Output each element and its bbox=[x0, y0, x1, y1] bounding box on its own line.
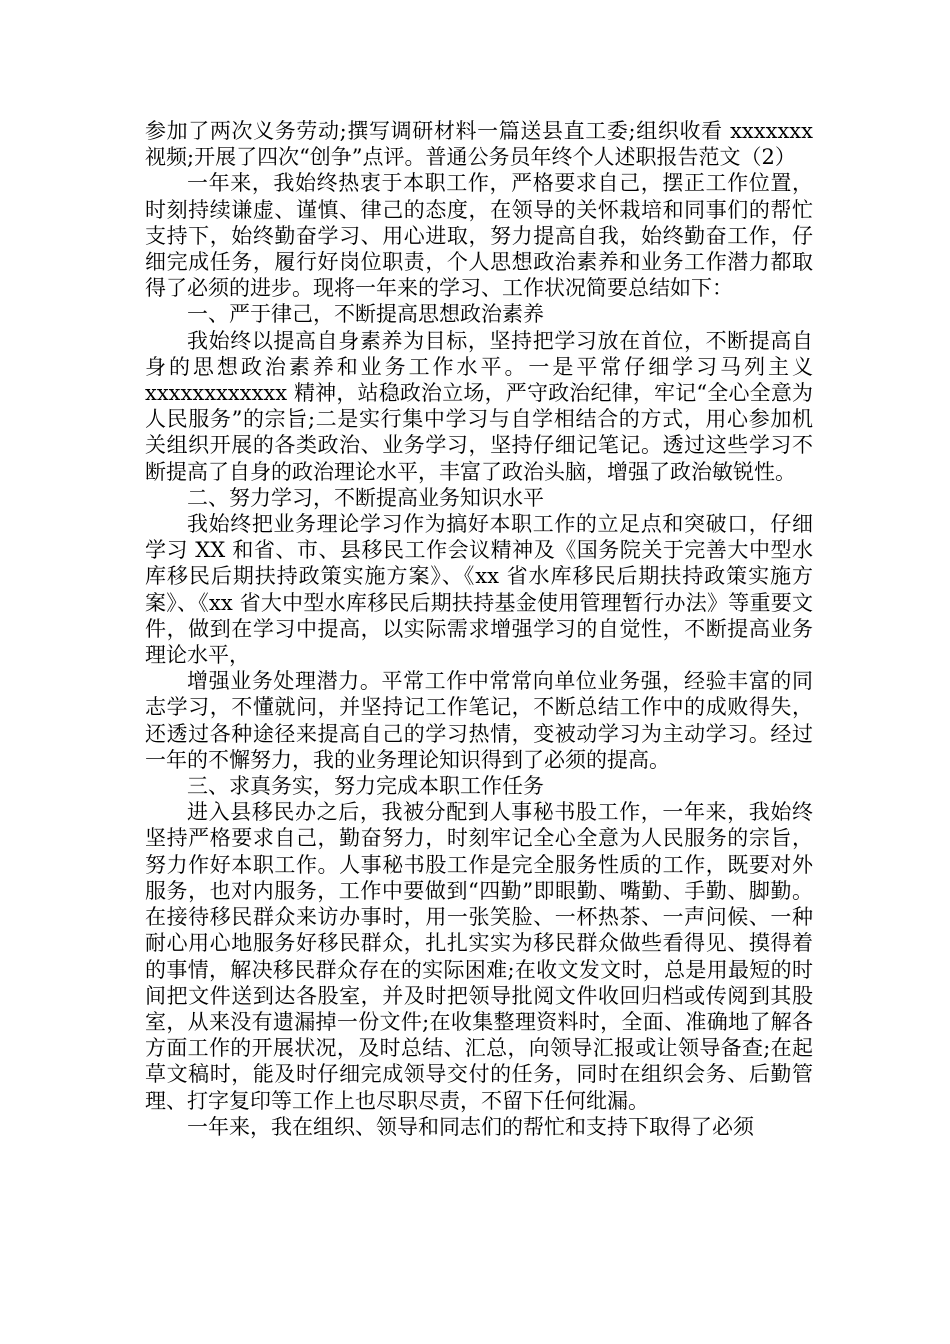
paragraph-3: 我始终以提高自身素养为目标，坚持把学习放在首位，不断提高自身的思想政治素养和业务工作水平。一是平常仔细学习马列主义 xxxxxxxxxxxx 精神，站稳政治立场，严守政治纪律，牢记“全心全意为人民服务”的宗旨;二是实行集中学习与自学相结合的方式，用心参加机关组织开展的各类政治、业务学习，坚持仔细记笔记。透过这些学习不断提高了自身的政治理论水平，丰富了政治头脑，增强了政治敏锐性。 bbox=[145, 328, 813, 484]
paragraph-5: 增强业务处理潜力。平常工作中常常向单位业务强，经验丰富的同志学习，不懂就问，并坚持记工作笔记，不断总结工作中的成败得失，还透过各种途径来提高自己的学习热情，变被动学习为主动学习。经过一年的不懈努力，我的业务理论知识得到了必须的提高。 bbox=[145, 669, 813, 772]
paragraph-2: 一年来，我始终热衷于本职工作，严格要求自己，摆正工作位置，时刻持续谦虚、谨慎、律己的态度，在领导的关怀栽培和同事们的帮忙支持下，始终勤奋学习、用心进取，努力提高自我，始终勤奋工作，仔细完成任务，履行好岗位职责，个人思想政治素养和业务工作潜力都取得了必须的进步。现将一年来的学习、工作状况简要总结如下： bbox=[145, 171, 813, 301]
section-heading-3: 三、求真务实，努力完成本职工作任务 bbox=[187, 774, 544, 799]
paragraph-7: 一年来，我在组织、领导和同志们的帮忙和支持下取得了必须 bbox=[187, 1114, 754, 1139]
section-heading-1: 一、严于律己，不断提高思想政治素养 bbox=[187, 302, 544, 327]
paragraph-1: 参加了两次义务劳动;撰写调研材料一篇送县直工委;组织收看 xxxxxxx 视频;开展了四次“创争”点评。普通公务员年终个人述职报告范文（2） bbox=[145, 119, 813, 170]
paragraph-6: 进入县移民办之后，我被分配到人事秘书股工作，一年来，我始终坚持严格要求自己，勤奋努力，时刻牢记全心全意为人民服务的宗旨，努力作好本职工作。人事秘书股工作是完全服务性质的工作，既要对外服务，也对内服务，工作中要做到“四勤”即眼勤、嘴勤、手勤、脚勤。在接待移民群众来访办事时，用一张笑脸、一杯热茶、一声问候、一种耐心用心地服务好移民群众，扎扎实实为移民群众做些看得见、摸得着的事情，解决移民群众存在的实际困难;在收文发文时，总是用最短的时间把文件送到达各股室，并及时把领导批阅文件收回归档或传阅到其股室，从来没有遗漏掉一份文件;在收集整理资料时，全面、准确地了解各方面工作的开展状况，及时总结、汇总，向领导汇报或让领导备查;在起草文稿时，能及时仔细完成领导交付的任务，同时在组织会务、后勤管理、打字复印等工作上也尽职尽责，不留下任何纰漏。 bbox=[145, 800, 813, 1113]
document-body bbox=[145, 118, 813, 1140]
paragraph-4: 我始终把业务理论学习作为搞好本职工作的立足点和突破口，仔细学习 XX 和省、市、县移民工作会议精神及《国务院关于完善大中型水库移民后期扶持政策实施方案》、《xx 省水库移民后期扶持政策实施方案》、《xx 省大中型水库移民后期扶持基金使用管理暂行办法》等重要文件，做到在学习中提高，以实际需求增强学习的自觉性，不断提高业务理论水平， bbox=[145, 512, 813, 668]
section-heading-2: 二、努力学习，不断提高业务知识水平 bbox=[187, 485, 544, 510]
